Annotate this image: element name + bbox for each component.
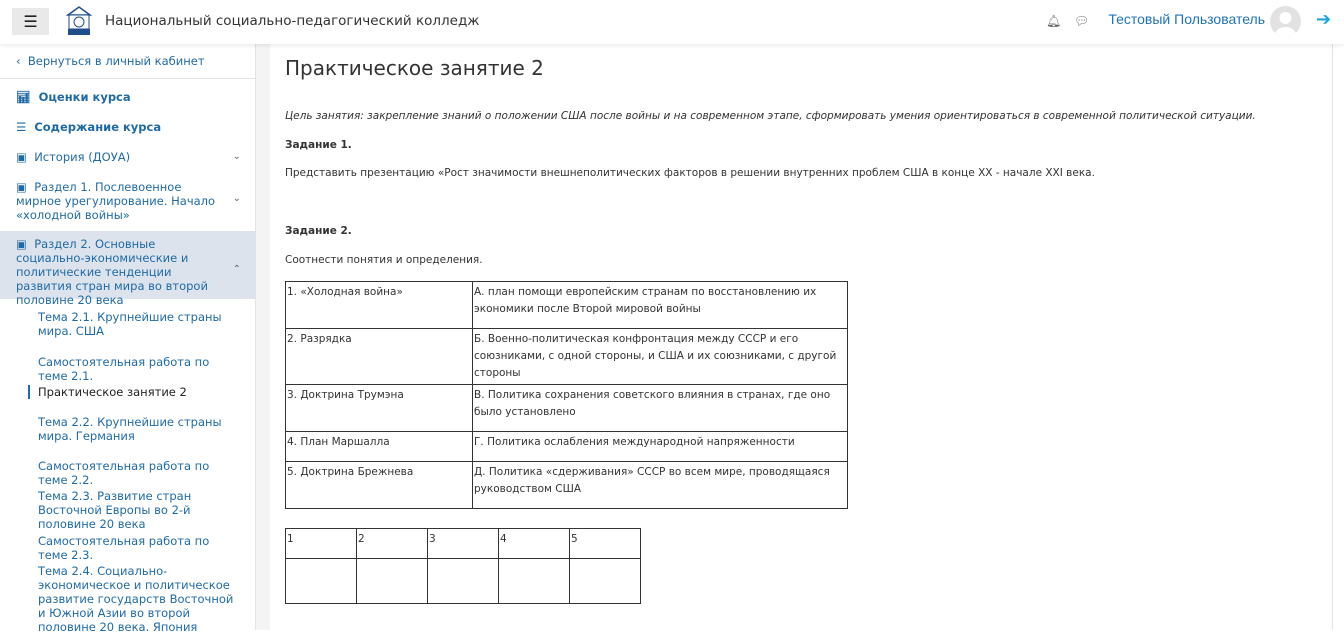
table-row bbox=[286, 432, 848, 462]
table-row bbox=[286, 329, 848, 385]
sidebar-item-contents[interactable]: ☰ Содержание курса bbox=[16, 120, 162, 134]
definition-cell: Д. Политика «сдерживания» СССР во всем мире, проводящаяся руководством США bbox=[473, 462, 848, 509]
play-square-icon: ▣ bbox=[16, 237, 35, 251]
term-cell: 2. Разрядка bbox=[286, 329, 473, 385]
page-title: Практическое занятие 2 bbox=[285, 56, 544, 80]
menu-toggle-button[interactable] bbox=[12, 8, 49, 35]
active-indicator bbox=[28, 385, 30, 399]
answer-cell bbox=[286, 559, 357, 604]
college-logo[interactable] bbox=[66, 6, 92, 36]
sidebar-topic[interactable]: Тема 2.1. Крупнейшие страны мира. США bbox=[38, 310, 222, 338]
sidebar-gutter bbox=[255, 44, 270, 630]
term-cell: 5. Доктрина Брежнева bbox=[286, 462, 473, 509]
sidebar-section-2[interactable]: ▣ Раздел 2. Основные социально-экономические и политические тенденции развития стран мира во второй половине 20 века ⌃ bbox=[16, 237, 241, 307]
sidebar-section-history[interactable]: ▣ История (ДОУА) ⌄ bbox=[16, 150, 241, 164]
matching-table bbox=[285, 281, 848, 509]
definition-cell: В. Политика сохранения советского влияния в странах, где оно было установлено bbox=[473, 385, 848, 432]
bell-icon[interactable]: 🔔︎ bbox=[1046, 14, 1062, 28]
table-row bbox=[286, 559, 641, 604]
back-to-dashboard-link[interactable]: ‹ Вернуться в личный кабинет bbox=[16, 54, 205, 68]
top-navbar bbox=[0, 0, 1344, 44]
term-cell: 1. «Холодная война» bbox=[286, 282, 473, 329]
chevron-up-icon[interactable]: ⌃ bbox=[232, 264, 241, 275]
answer-header: 1 bbox=[286, 529, 357, 559]
answer-header: 5 bbox=[570, 529, 641, 559]
answer-cell bbox=[499, 559, 570, 604]
sidebar-item-grades[interactable]: 📊︎ Оценки курса bbox=[16, 90, 131, 104]
answer-cell bbox=[357, 559, 428, 604]
definition-cell: А. план помощи европейским странам по восстановлению их экономики после Второй мировой войны bbox=[473, 282, 848, 329]
sidebar-topic[interactable]: Самостоятельная работа по теме 2.3. bbox=[38, 534, 210, 562]
chevron-left-icon: ‹ bbox=[16, 54, 28, 68]
answer-cell bbox=[428, 559, 499, 604]
bar-chart-icon: 📊︎ bbox=[16, 90, 39, 104]
hamburger-icon: ☰ bbox=[23, 12, 38, 31]
table-row bbox=[286, 385, 848, 432]
chevron-down-icon[interactable]: ⌄ bbox=[232, 151, 241, 162]
chevron-down-icon[interactable]: ⌄ bbox=[232, 193, 241, 204]
term-cell: 4. План Маршалла bbox=[286, 432, 473, 462]
answer-cell bbox=[570, 559, 641, 604]
definition-cell: Г. Политика ослабления международной напряженности bbox=[473, 432, 848, 462]
answer-header: 4 bbox=[499, 529, 570, 559]
term-cell: 3. Доктрина Трумэна bbox=[286, 385, 473, 432]
logout-icon[interactable]: ➔ bbox=[1316, 9, 1332, 30]
main-content bbox=[270, 44, 1332, 630]
task2-text: Соотнести понятия и определения. bbox=[285, 254, 483, 266]
answer-table bbox=[285, 528, 641, 604]
sidebar-topic[interactable]: Самостоятельная работа по теме 2.2. bbox=[38, 459, 210, 487]
sidebar-topic[interactable]: Самостоятельная работа по теме 2.1. bbox=[38, 355, 210, 383]
table-row bbox=[286, 462, 848, 509]
chat-icon[interactable]: 💬︎ bbox=[1074, 14, 1090, 28]
sidebar-topic[interactable]: Тема 2.4. Социально-экономическое и политическое развитие государств Восточной и Южной Азии во второй половине 20 века. Япония bbox=[38, 564, 234, 634]
answer-header: 2 bbox=[357, 529, 428, 559]
scrollbar[interactable] bbox=[1332, 44, 1344, 630]
sidebar-topic-active[interactable]: Практическое занятие 2 bbox=[38, 385, 187, 399]
sidebar-section-1[interactable]: ▣ Раздел 1. Послевоенное мирное урегулирование. Начало «холодной войны» ⌄ bbox=[16, 180, 241, 222]
lesson-goal: Цель занятия: закрепление знаний о положении США после войны и на современном этапе, сформировать умения ориентироваться в современной политической ситуации. bbox=[285, 110, 1256, 122]
task1-title: Задание 1. bbox=[285, 139, 352, 151]
definition-cell: Б. Военно-политическая конфронтация между СССР и его союзниками, с одной стороны, и США и их союзниками, с другой стороны bbox=[473, 329, 848, 385]
sidebar-topic[interactable]: Тема 2.2. Крупнейшие страны мира. Германия bbox=[38, 415, 222, 443]
sidebar-topic[interactable]: Тема 2.3. Развитие стран Восточной Европы во 2-й половине 20 века bbox=[38, 489, 192, 531]
table-row bbox=[286, 529, 641, 559]
table-row bbox=[286, 282, 848, 329]
avatar[interactable] bbox=[1270, 6, 1301, 37]
user-name[interactable]: Тестовый Пользователь bbox=[1108, 11, 1265, 27]
site-name[interactable]: Национальный социально-педагогический колледж bbox=[105, 13, 480, 29]
course-sidebar bbox=[0, 44, 255, 634]
task2-title: Задание 2. bbox=[285, 225, 352, 237]
answer-header: 3 bbox=[428, 529, 499, 559]
task1-text: Представить презентацию «Рост значимости внешнеполитических факторов в решении внутренних проблем США в конце XX - начале XXI века. bbox=[285, 167, 1095, 179]
play-square-icon: ▣ bbox=[16, 150, 35, 164]
list-icon: ☰ bbox=[16, 120, 35, 134]
divider bbox=[0, 78, 255, 79]
play-square-icon: ▣ bbox=[16, 180, 35, 194]
